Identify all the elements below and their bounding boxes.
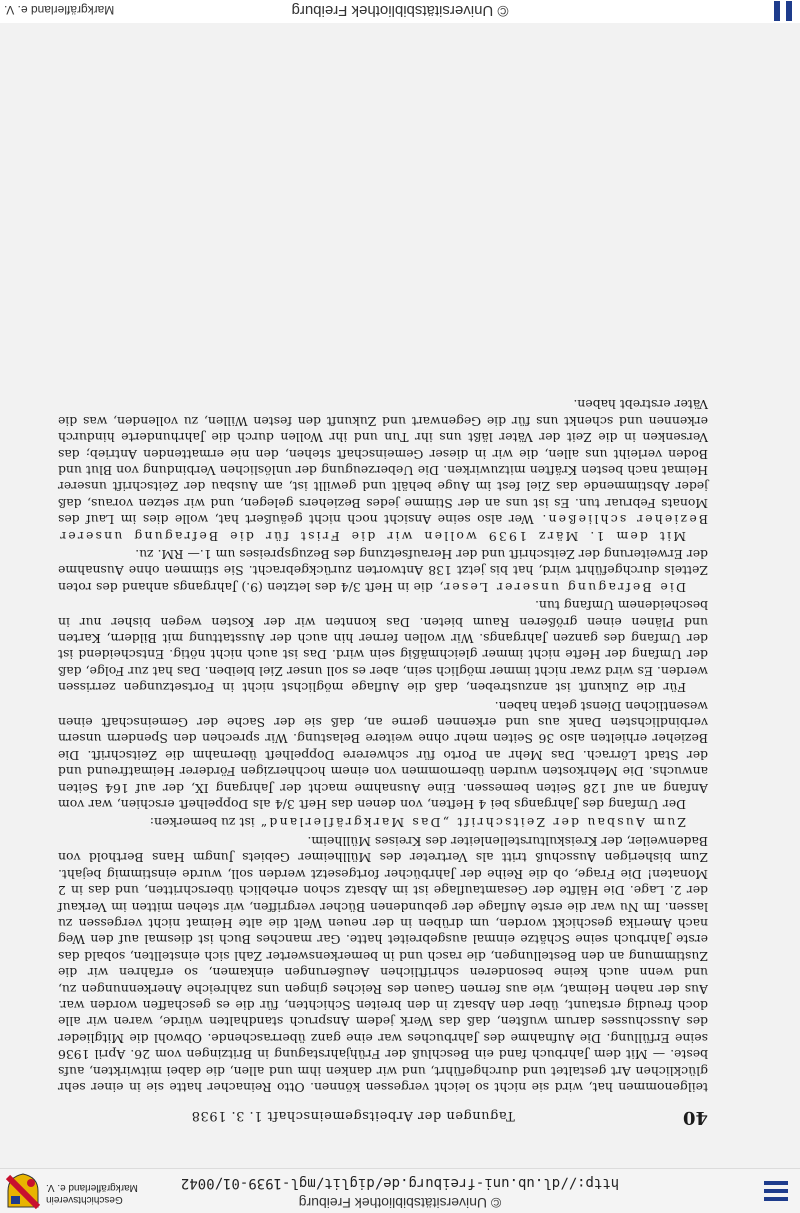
footer-strip: [0, 0, 800, 23]
paragraph: [58, 597, 708, 695]
document-url[interactable]: http://dl.ub.uni-freiburg.de/diglit/mgl-1939-01/0042: [180, 1175, 620, 1191]
copyright-text: © Universitätsbibliothek Freiburg: [298, 1195, 502, 1211]
viewer-toolbar: [0, 1168, 800, 1213]
paragraph: [58, 697, 708, 812]
paragraph-text: die in Heft 3/4 des letzten (9.) Jahrgangs anhand des roten Zettels durchgeführt wird, hat bis jetzt 138 Antworten zurückgebracht. Sie stimmen ohne Ausnahme der Erweiterung der Zeitschrift und der Heraufsetzung des Bezugspreises um 1.— RM. zu.: [57, 547, 708, 595]
society-name: [46, 1181, 154, 1205]
society-name-line1: Geschichtsverein: [46, 1194, 123, 1205]
paragraph: [58, 814, 708, 830]
paragraph-text: Für die Zukunft ist anzustreben, daß die Auflage möglichst nicht in Fortsetzungen zerrissen werden. Es wird zwar nicht immer möglich sein, aber es soll unser Ziel bleiben. Das hat zur Folge, daß der Umfang der Hefte nicht immer gleichmäßig sein wird. Das ist auch nicht nötig. Entscheidend ist der Umfang des ganzen Jahrgangs. Wir wollen ferner hin auch der Ausstattung mit Bildern, Karten und Plänen einen größeren Raum bieten. Das konnten wir der Kosten wegen bisher nur in bescheidenem Umfang tun.: [58, 598, 708, 696]
coat-of-arms-icon: [6, 1173, 40, 1209]
paragraph: [58, 546, 708, 595]
paragraph: [58, 833, 708, 1096]
page-header: [58, 1101, 708, 1127]
paragraph-lead: Zum Ausbau der Zeitschrift „Das Markgräflerland“: [258, 815, 686, 831]
scanned-page: [58, 394, 708, 1127]
paragraph: [58, 396, 708, 544]
society-name-line2: Markgräflerland e. V.: [46, 1182, 138, 1193]
paragraph-lead: Die Befragung unserer Leser,: [437, 579, 686, 595]
paragraph-lead: Mit dem 1. März 1939 wollen wir die Frist für die Befragung unserer Bezieher schließen.: [58, 512, 708, 544]
paragraph-text: Wer also seine Ansicht noch nicht geäußert hat, wolle dies im Lauf des Monats Februar tun. Es ist uns an der Stimme jedes Beziehers gelegen, und wir setzen voraus, daß jeder Abstimmende das Ziel fest im Auge behält und gewillt ist, am Ausbau der Zeitschrift unserer Heimat nach besten Kräften mitzuwirken. Die Ueberzeugung der unlöslichen Verbindung von Blut und Boden verleiht uns allen, die wir in dieser Gemeinschaft stehen, den nie ermattenden Antrieb; das Versenken in die Zeit der Väter läßt uns ihr Tun und ihr Wollen durch die Jahrhunderte hindurch erkennen und schenkt uns für die Gegenwart und Zukunft den festen Willen, zu vollenden, was die Väter erstrebt haben.: [58, 397, 708, 528]
footer-copyright: © Universitätsbibliothek Freiburg: [291, 2, 509, 19]
footer-org: Markgräflerland e. V.: [4, 3, 115, 17]
society-logo: [6, 1173, 156, 1209]
paragraph-text: teilgenommen hat, wird sie nicht so leicht vergessen können. Otto Reinacher hatte sie in einer sehr glücklichen Art gestaltet und durchgeführt, und wir danken ihm und allen, die dabei mitwirkten, aufs beste. — Mit dem Jahrbuch fand ein Beschluß der Frühjahrstagung in Britzingen vom 26. April 1936 seine Erfüllung. Die Aufnahme des Jahrbuches war eine ganz überraschende. Obwohl die Mitglieder des Ausschusses darum wußten, daß das Werk jedem Anspruch standhalten würde, waren wir alle doch freudig erstaunt, über den Absatz in den breiten Schichten, für die es geschaffen worden war. Aus der nahen Heimat, wie aus fernen Gauen des Reiches gingen uns zahlreiche Anerkennungen zu, und wenn auch keine besonderen schriftlichen Aeußerungen einkamen, so erfahren wir die Zustimmung an den Bestellungen, die rasch und in bemerkenswerter Zahl sich einstellten, sobald das erste Jahrbuch seine Schätze einmal ausgebreitet hatte. Gar manches Buch ist diesmal auf den Weg nach Amerika geschickt worden, um drüben in der neuen Welt die alte Heimat nicht vergessen zu lassen. Im Nu war die erste Auflage der gebundenen Bücher vergriffen, wir stehen mitten im Verkauf der 2. Lage. Die Hälfte der Gesamtauflage ist im Absatz schon erheblich überschritten, und das in 2 Monaten! Die Frage, ob die Reihe der Jahrbücher fortgesetzt werden soll, wurde einstimmig bejaht. Zum bisherigen Ausschuß tritt als Vertreter des Müllheimer Gebiets Jungm Hans Berthold von Badenweiler, der Kreiskulturstellenleiter des Kreises Müllheim.: [58, 833, 708, 1095]
page-number: 40: [682, 1107, 708, 1128]
paragraph-text: Der Umfang des Jahrgangs bei 4 Heften, von denen das Heft 3/4 als Doppelheft erschien, war vom Anfang an auf 128 Seiten bemessen. Eine Ausnahme macht der Jahrgang IX, der auf 164 Seiten anwuchs. Die Mehrkosten wurden übernommen von einem hochherzigen Förderer Heimatfreund und der Stadt Lörrach. Das Mehr an Porto für schwerere Doppelheft übernahm die Zeitschrift. Die Bezieher erhielten also 36 Seiten mehr ohne weitere Belastung. Wir sprechen den Spendern unsern verbindlichsten Dank aus und erkennen gerne an, daß sie der Sache der Gemeinschaft einen wesentlichen Dienst getan haben.: [58, 698, 708, 813]
running-head: Tagungen der Arbeitsgemeinschaft 1. 3. 1938: [191, 1108, 515, 1123]
paragraph-text: ist zu bemerken:: [149, 815, 259, 831]
